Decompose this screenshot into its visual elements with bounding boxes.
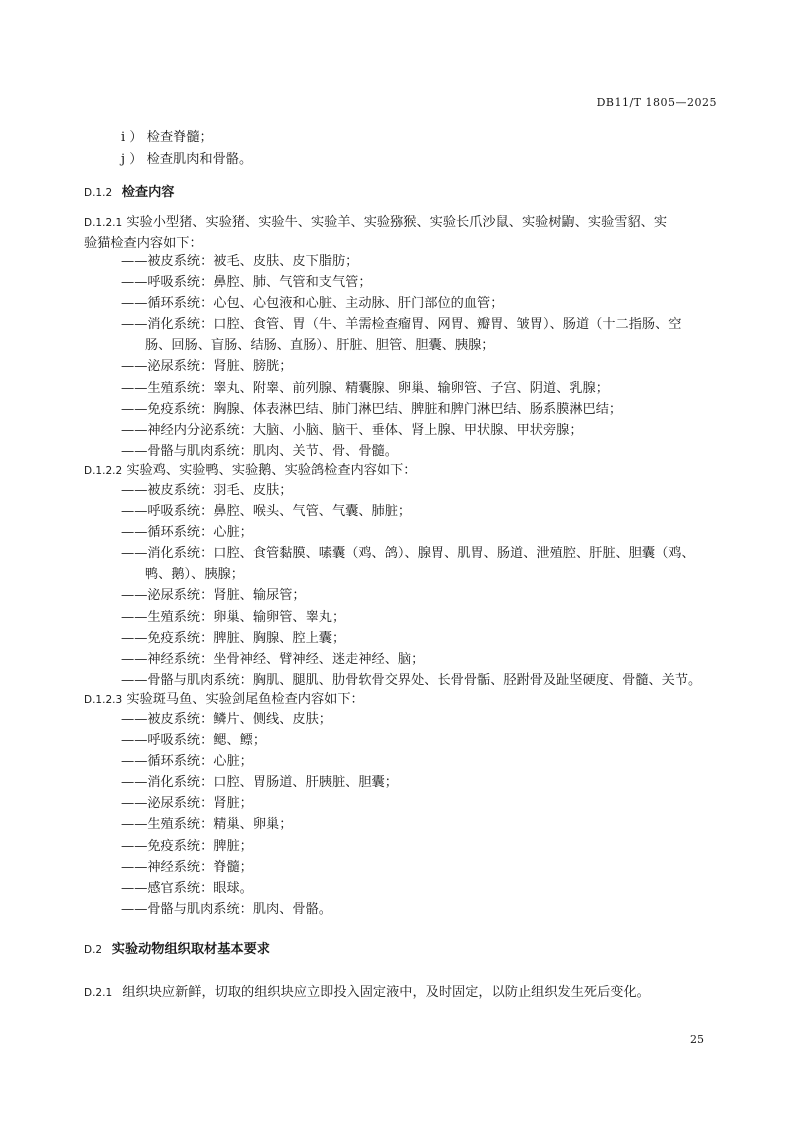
list-item: ——生殖系统：精巢、卵巢； xyxy=(121,817,293,833)
clause-number: D.1.2.3 xyxy=(84,694,123,706)
list-item: ——免疫系统：脾脏； xyxy=(121,838,253,854)
clause-d122 xyxy=(84,461,416,481)
list-item: ——泌尿系统：肾脏、输尿管； xyxy=(121,588,306,604)
list-item: ——神经内分泌系统：大脑、小脑、脑干、垂体、肾上腺、甲状腺、甲状旁腺； xyxy=(121,422,583,438)
list-item: ——泌尿系统：肾脏； xyxy=(121,796,253,812)
list-item: j ） 检查肌肉和骨骼。 xyxy=(121,152,253,167)
clause-number: D.2.1 xyxy=(84,987,113,999)
list-item: ——泌尿系统：肾脏、膀胱； xyxy=(121,359,293,375)
section-number: D.1.2 xyxy=(84,187,113,199)
section-number: D.2 xyxy=(84,944,103,956)
list-item: 鸭、鹅）、胰腺； xyxy=(145,567,244,583)
clause-number: D.1.2.1 xyxy=(84,217,123,229)
page-number: 25 xyxy=(690,1033,704,1046)
list-item: ——呼吸系统：鳃、鳔； xyxy=(121,733,267,749)
section-title: 实验动物组织取材基本要求 xyxy=(111,942,270,957)
list-item: ——消化系统：口腔、胃肠道、肝胰脏、胆囊； xyxy=(121,775,398,791)
list-item: ——呼吸系统：鼻腔、喉头、气管、气囊、肺脏； xyxy=(121,504,412,520)
clause-text-continued: 验猫检查内容如下： xyxy=(84,236,203,251)
list-item: ——免疫系统：脾脏、胸腺、腔上囊； xyxy=(121,630,346,646)
list-item: ——呼吸系统：鼻腔、肺、气管和支气管； xyxy=(121,275,372,291)
list-item: i ） 检查脊髓； xyxy=(121,130,213,145)
clause-d123 xyxy=(84,690,364,710)
standard-code: DB11/T 1805—2025 xyxy=(596,96,717,109)
d123-items xyxy=(121,709,721,920)
list-item: ——骨骼与肌肉系统：肌肉、关节、骨、骨髓。 xyxy=(121,443,398,459)
list-item: ——生殖系统：睾丸、附睾、前列腺、精囊腺、卵巢、输卵管、子宫、阴道、乳腺； xyxy=(121,380,609,396)
list-item: ——循环系统：心脏； xyxy=(121,754,253,770)
clause-number: D.1.2.2 xyxy=(84,465,123,477)
list-item: ——感官系统：眼球。 xyxy=(121,880,253,896)
list-item: ——被皮系统：被毛、皮肤、皮下脂肪； xyxy=(121,254,359,269)
clause-text: 组织块应新鲜，切取的组织块应立即投入固定液中，及时固定，以防止组织发生死后变化。 xyxy=(122,985,650,1000)
list-item: ——被皮系统：羽毛、皮肤； xyxy=(121,483,293,498)
list-item: ——消化系统：口腔、食管、胃（牛、羊需检查瘤胃、网胃、瓣胃、皱胃）、肠道（十二指肠、空 xyxy=(121,317,682,333)
list-item: ——免疫系统：胸腺、体表淋巴结、肺门淋巴结、脾脏和脾门淋巴结、肠系膜淋巴结； xyxy=(121,401,623,417)
clause-d21 xyxy=(84,983,650,1003)
section-heading-d12 xyxy=(84,181,174,200)
clause-text: 实验小型猪、实验猪、实验牛、实验羊、实验猕猴、实验长爪沙鼠、实验树鼩、实验雪貂、实 xyxy=(126,215,668,230)
list-item: ——循环系统：心包、心包液和心脏、主动脉、肝门部位的血管； xyxy=(121,296,504,312)
clause-text: 实验斑马鱼、实验剑尾鱼检查内容如下： xyxy=(126,692,364,707)
d122-items xyxy=(121,480,721,691)
list-item: ——骨骼与肌肉系统：胸肌、腿肌、肋骨软骨交界处、长骨骨骺、胫跗骨及趾坚硬度、骨髓、关节。 xyxy=(121,672,702,688)
list-item: ——被皮系统：鳞片、侧线、皮肤； xyxy=(121,712,332,727)
list-item: ——循环系统：心脏； xyxy=(121,525,253,541)
list-item: ——消化系统：口腔、食管黏膜、嗉囊（鸡、鸽）、腺胃、肌胃、肠道、泄殖腔、肝脏、胆囊（鸡、 xyxy=(121,546,695,562)
list-item: 肠、回肠、盲肠、结肠、直肠）、肝脏、胆管、胆囊、胰腺； xyxy=(145,338,495,354)
list-item: ——神经系统：脊髓； xyxy=(121,859,253,875)
list-item: ——神经系统：坐骨神经、臂神经、迷走神经、脑； xyxy=(121,651,425,667)
list-item: ——骨骼与肌肉系统：肌肉、骨骼。 xyxy=(121,901,332,917)
list-item: ——生殖系统：卵巢、输卵管、睾丸； xyxy=(121,609,346,625)
section-heading-d2 xyxy=(84,938,270,957)
clause-d121 xyxy=(84,213,667,233)
section-title: 检查内容 xyxy=(121,185,175,200)
clause-text: 实验鸡、实验鸭、实验鹅、实验鸽检查内容如下： xyxy=(126,463,417,478)
d121-items xyxy=(121,251,721,462)
